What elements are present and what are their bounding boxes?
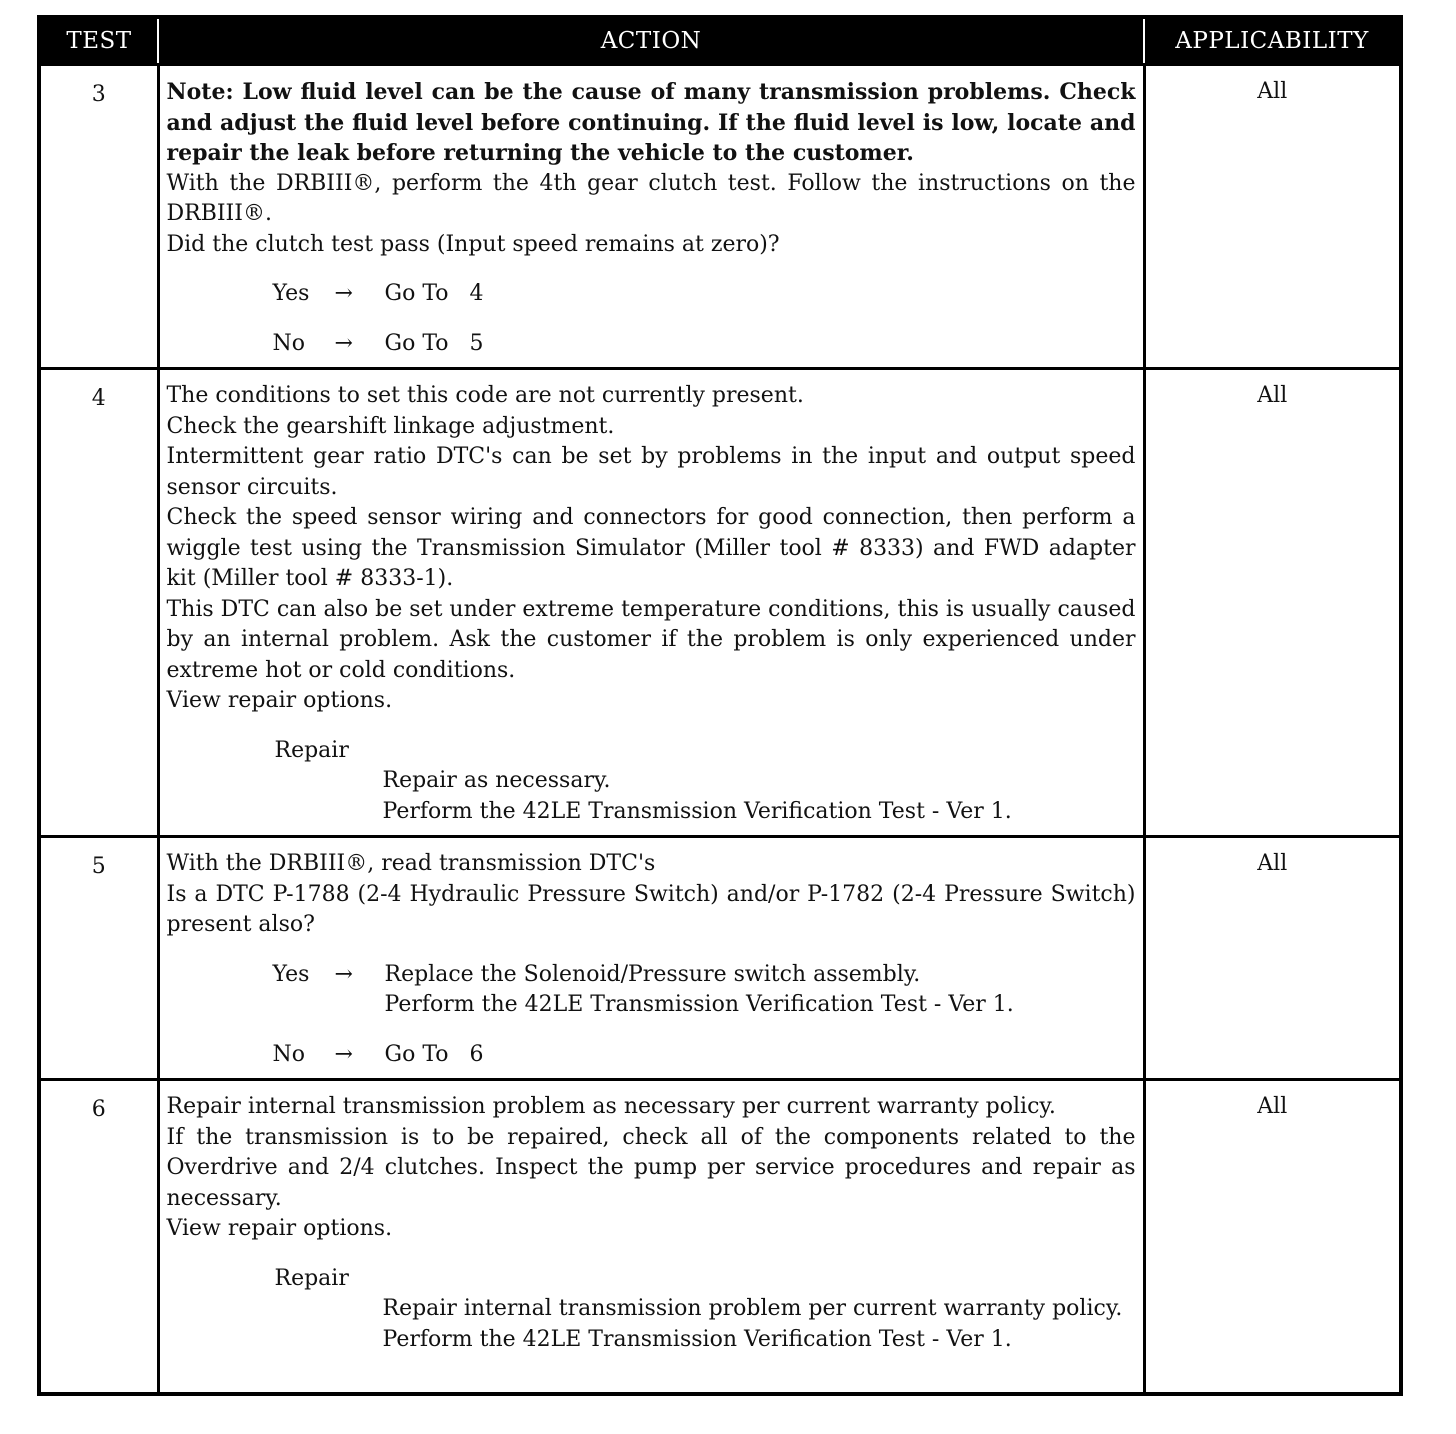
test-number: 6 [39, 1080, 158, 1394]
branch-no [273, 1040, 1136, 1071]
test-number: 4 [39, 369, 158, 837]
branch-no [273, 329, 1136, 360]
test-number: 3 [39, 65, 158, 369]
right-arrow-icon: → [334, 1041, 353, 1067]
action-line: The conditions to set this code are not currently present. [166, 383, 804, 408]
table-row-test-6 [39, 1080, 1401, 1394]
right-arrow-icon: → [334, 330, 353, 356]
repair-label: Repair [274, 737, 349, 763]
repair-steps [383, 766, 1136, 827]
table-header-row [39, 17, 1401, 65]
action-cell [158, 837, 1144, 1080]
action-line: View repair options. [166, 1216, 393, 1241]
test-number: 5 [39, 837, 158, 1080]
table-row-test-5 [39, 837, 1401, 1080]
branch-result-line: Go To 6 [384, 1041, 484, 1067]
branch-result [385, 1040, 1136, 1071]
header-applicability: APPLICABILITY [1144, 17, 1401, 65]
branch-option: No [272, 1041, 305, 1067]
table-row-test-3 [39, 65, 1401, 369]
branch-result-line: Replace the Solenoid/Pressure switch assembly. [384, 961, 921, 987]
applicability-value: All [1144, 837, 1401, 1080]
branch-option: Yes [272, 961, 310, 987]
branch-result [385, 279, 1136, 310]
applicability-value: All [1144, 369, 1401, 837]
branch-result [385, 329, 1136, 360]
action-line: Check the gearshift linkage adjustment. [166, 413, 615, 439]
repair-step: Repair as necessary. [382, 768, 611, 793]
applicability-value: All [1144, 1080, 1401, 1394]
action-line: This DTC can also be set under extreme temperature conditions, this is usually caused by an internal problem. Ask the customer if the problem is only experienced under extreme hot or cold conditions. [166, 596, 1136, 683]
action-line: View repair options. [166, 688, 393, 713]
branch-result [385, 960, 1136, 1021]
action-line: With the DRBIII®, read transmission DTC's [166, 851, 656, 876]
action-line: Did the clutch test pass (Input speed remains at zero)? [166, 231, 780, 257]
header-action: ACTION [158, 17, 1144, 65]
action-cell [158, 65, 1144, 369]
repair-step: Perform the 42LE Transmission Verification Test - Ver 1. [382, 798, 1012, 824]
table-row-test-4 [39, 369, 1401, 837]
action-line: Is a DTC P-1788 (2-4 Hydraulic Pressure Switch) and/or P-1782 (2-4 Pressure Switch) present also? [166, 881, 1136, 937]
branch-yes [273, 279, 1136, 310]
branch-result-line: Perform the 42LE Transmission Verification Test - Ver 1. [384, 992, 1014, 1017]
branch-result-line: Go To 4 [384, 281, 484, 306]
action-line: With the DRBIII®, perform the 4th gear clutch test. Follow the instructions on the DRBIII®. [166, 170, 1136, 226]
repair-step: Perform the 42LE Transmission Verification Test - Ver 1. [382, 1326, 1012, 1352]
repair-label: Repair [274, 1265, 349, 1291]
action-line: Check the speed sensor wiring and connectors for good connection, then perform a wiggle test using the Transmission Simulator (Miller tool # 8333) and FWD adapter kit (Miller tool # 8333-1). [166, 505, 1136, 591]
note-text: Note: Low fluid level can be the cause of many transmission problems. Check and adjust the fluid level before continuing. If the fluid level is low, locate and repair the leak before returning the vehicle to the customer. [166, 79, 1136, 166]
action-line: If the transmission is to be repaired, check all of the components related to the Overdrive and 2/4 clutches. Inspect the pump per service procedures and repair as necessary. [166, 1124, 1136, 1211]
applicability-value: All [1144, 65, 1401, 369]
action-cell [158, 1080, 1144, 1394]
action-line: Repair internal transmission problem as necessary per current warranty policy. [166, 1094, 1056, 1119]
repair-steps [383, 1294, 1136, 1355]
diagnostic-test-table [37, 15, 1403, 1396]
branch-option: No [272, 330, 305, 356]
header-test: TEST [39, 17, 158, 65]
branch-yes [273, 960, 1136, 1021]
action-cell [158, 369, 1144, 837]
repair-step: Repair internal transmission problem per current warranty policy. [382, 1296, 1123, 1321]
branch-option: Yes [272, 281, 310, 306]
action-line: Intermittent gear ratio DTC's can be set by problems in the input and output speed sensor circuits. [166, 444, 1136, 500]
right-arrow-icon: → [334, 961, 353, 987]
right-arrow-icon: → [334, 281, 353, 306]
branch-result-line: Go To 5 [384, 330, 484, 356]
